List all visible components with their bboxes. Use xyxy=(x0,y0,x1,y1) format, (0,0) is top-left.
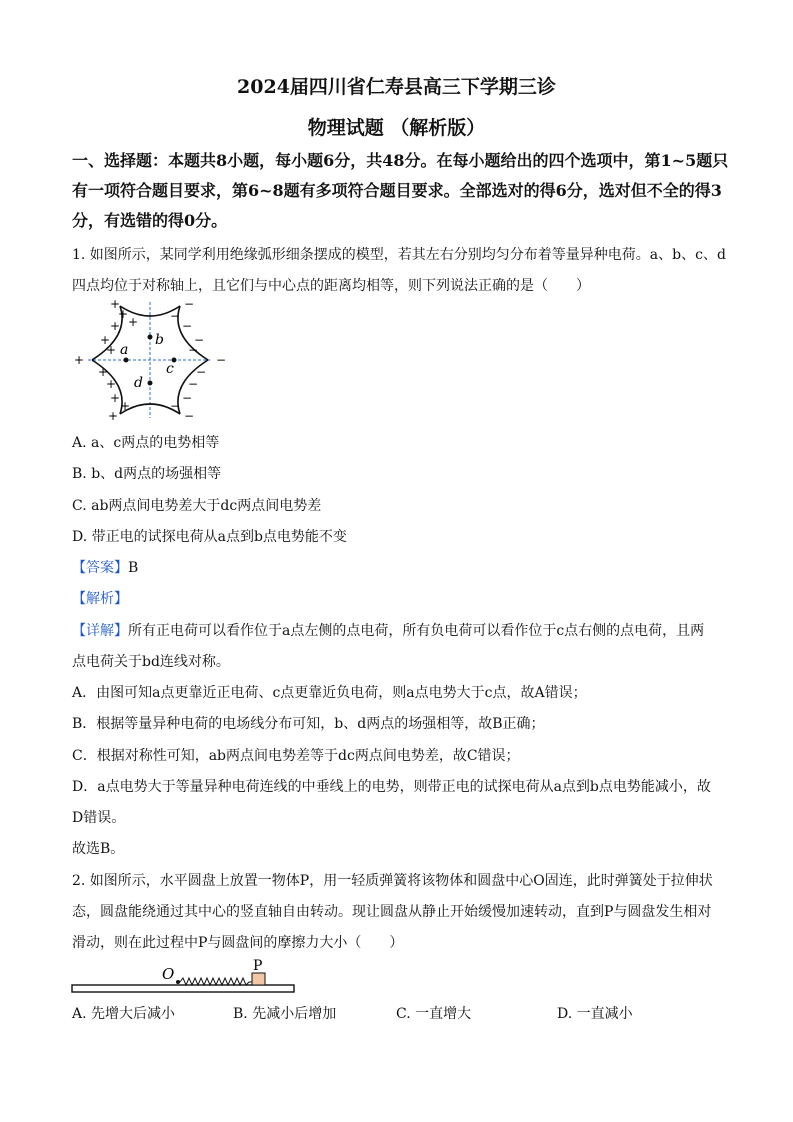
q1-explain-d1: D．a点电势大于等量异种电荷连线的中垂线上的电势，则带正电的试探电荷从a点到b点电势能减小，故 xyxy=(72,779,711,795)
exam-title: 2024届四川省仁寿县高三下学期三诊 xyxy=(237,76,556,98)
answer-value: B xyxy=(128,560,139,576)
svg-text:+: + xyxy=(110,297,121,311)
svg-text:+: + xyxy=(106,377,117,391)
analysis-tag: 【解析】 xyxy=(72,591,128,607)
detail-text: 所有正电荷可以看作位于a点左侧的点电荷，所有负电荷可以看作位于c点右侧的点电荷，且两 xyxy=(128,623,705,639)
q1-detail-line2: 点电荷关于bd连线对称。 xyxy=(72,654,230,670)
q2-option-c: C. 一直增大 xyxy=(396,1006,472,1022)
q2-block-p xyxy=(252,973,265,985)
q2-stem-line1: 2. 如图所示，水平圆盘上放置一物体P，用一轻质弹簧将该物体和圆盘中心O固连，此时弹簧处于拉伸状 xyxy=(72,873,713,889)
svg-text:+: + xyxy=(100,333,111,347)
answer-tag: 【答案】 xyxy=(72,560,128,576)
q2-stem-line2: 态，圆盘能绕通过其中心的竖直轴自由转动。现让圆盘从静止开始缓慢加速转动，直到P与圆盘发生相对 xyxy=(72,904,712,920)
q2-spring xyxy=(180,978,252,985)
q2-stem-line3: 滑动，则在此过程中P与圆盘间的摩擦力大小（ ） xyxy=(72,935,404,951)
q1-explain-d2: D错误。 xyxy=(72,810,126,826)
svg-text:+: + xyxy=(118,307,129,321)
svg-text:−: − xyxy=(194,333,205,347)
q2-option-d: D. 一直减小 xyxy=(557,1006,633,1022)
svg-text:−: − xyxy=(196,365,207,379)
q1-explain-b: B．根据等量异种电荷的电场线分布可知，b、d两点的场强相等，故B正确； xyxy=(72,716,545,732)
q1-detail-line1 xyxy=(72,620,704,640)
svg-text:−: − xyxy=(188,343,199,357)
q2-figure xyxy=(70,956,310,996)
q1-point-a xyxy=(124,358,129,363)
q1-label-c: c xyxy=(166,361,174,377)
q1-option-a: A. a、c两点的电势相等 xyxy=(72,435,220,451)
svg-text:+: + xyxy=(110,391,121,405)
svg-text:+: + xyxy=(106,343,117,357)
detail-tag: 【详解】 xyxy=(72,623,128,639)
q2-label-p: P xyxy=(253,958,263,974)
q1-label-b: b xyxy=(155,332,164,348)
q1-option-c: C. ab两点间电势差大于dc两点间电势差 xyxy=(72,498,322,514)
svg-text:−: − xyxy=(170,399,181,413)
svg-text:−: − xyxy=(216,353,227,367)
q1-conclusion: 故选B。 xyxy=(72,841,125,857)
q2-center-o xyxy=(176,980,180,984)
svg-text:−: − xyxy=(188,377,199,391)
svg-text:+: + xyxy=(98,365,109,379)
section-header: 一、选择题：本题共8小题，每小题6分，共48分。在每小题给出的四个选项中，第1~5题只有一项符合题目要求，第6~8题有多项符合题目要求。全部选对的得6分，选对但不全的得3分，有选错的得0分。 xyxy=(72,151,729,230)
q1-answer xyxy=(72,557,138,577)
svg-text:−: − xyxy=(182,319,193,333)
q1-label-a: a xyxy=(120,342,129,358)
q1-stem-line1: 1. 如图所示，某同学利用绝缘弧形细条摆成的模型，若其左右分别均匀分布着等量异种电荷。a、b、c、d xyxy=(72,247,726,263)
q2-label-o: O xyxy=(162,965,175,983)
svg-text:−: − xyxy=(184,409,195,423)
q2-disk xyxy=(72,985,294,992)
svg-text:−: − xyxy=(170,309,181,323)
svg-text:+: + xyxy=(74,353,85,367)
q1-label-d: d xyxy=(134,375,143,391)
q2-option-b: B. 先减小后增加 xyxy=(233,1006,337,1022)
q1-stem-line2: 四点均位于对称轴上，且它们与中心点的距离均相等，则下列说法正确的是（ ） xyxy=(72,278,590,294)
svg-text:+: + xyxy=(110,319,121,333)
q2-option-a: A. 先增大后减小 xyxy=(72,1006,176,1022)
svg-text:−: − xyxy=(182,391,193,405)
svg-text:+: + xyxy=(128,315,139,329)
svg-text:+: + xyxy=(108,409,119,423)
q1-point-d xyxy=(148,381,153,386)
q1-explain-a: A．由图可知a点更靠近正电荷、c点更靠近负电荷，则a点电势大于c点，故A错误； xyxy=(72,685,587,701)
svg-text:−: − xyxy=(184,297,195,311)
q1-option-b: B. b、d两点的场强相等 xyxy=(72,466,222,482)
q1-option-d: D. 带正电的试探电荷从a点到b点电势能不变 xyxy=(72,529,347,545)
q1-figure xyxy=(70,296,230,424)
svg-text:+: + xyxy=(120,399,131,413)
exam-subtitle: 物理试题 （解析版） xyxy=(307,117,486,139)
q1-explain-c: C．根据对称性可知，ab两点间电势差等于dc两点间电势差，故C错误； xyxy=(72,748,520,764)
q1-point-b xyxy=(148,335,153,340)
